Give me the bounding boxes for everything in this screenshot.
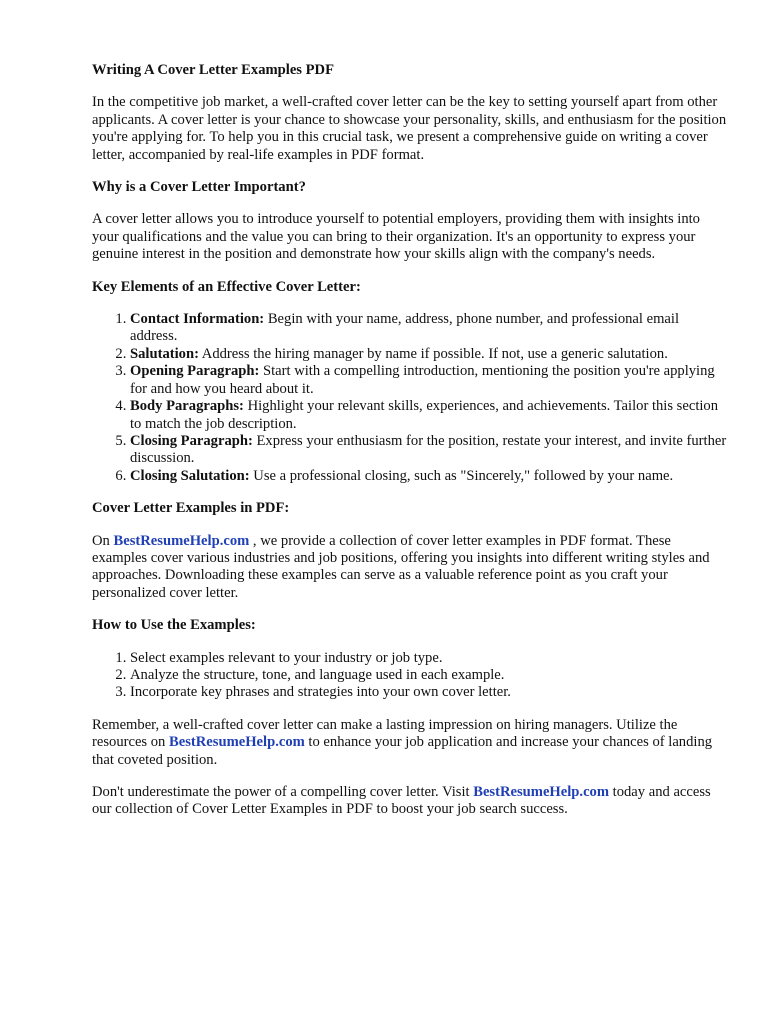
why-heading: Why is a Cover Letter Important? <box>92 179 306 196</box>
list-item-text: Start with a compelling introduction, mentioning the position you're applying for and how you heard about it. <box>130 363 715 397</box>
bestresumehelp-link[interactable]: BestResumeHelp.com <box>113 532 250 549</box>
remember-suffix: to enhance your job application and increase your chances of landing that coveted position. <box>92 734 713 768</box>
list-item: 1. Select examples relevant to your industry or job type. <box>130 650 728 667</box>
list-item <box>130 363 728 398</box>
list-item: 2. Analyze the structure, tone, and language used in each example. <box>130 667 728 684</box>
list-item <box>130 311 728 346</box>
list-item-label: Closing Salutation: <box>130 467 250 484</box>
list-item-label: Salutation: <box>130 345 199 362</box>
list-item-text: Begin with your name, address, phone number, and professional email address. <box>130 311 680 345</box>
closing-paragraph <box>92 784 728 819</box>
bestresumehelp-link[interactable]: BestResumeHelp.com <box>169 734 305 751</box>
list-item-label: Closing Paragraph: <box>130 432 253 449</box>
examples-heading: Cover Letter Examples in PDF: <box>92 500 290 517</box>
list-item-label: Contact Information: <box>130 311 265 328</box>
howto-list <box>92 650 728 702</box>
elements-list <box>92 311 728 485</box>
list-item-text: Highlight your relevant skills, experiences, and achievements. Tailor this section to match the job description. <box>130 398 719 432</box>
closing-suffix: today and access our collection of Cover Letter Examples in PDF to boost your job search success. <box>92 784 711 818</box>
list-item-text: Express your enthusiasm for the position, restate your interest, and invite further discussion. <box>130 432 727 467</box>
list-item-text: Use a professional closing, such as "Sincerely," followed by your name. <box>249 467 674 484</box>
examples-prefix: On <box>92 532 114 549</box>
list-item-label: Body Paragraphs: <box>130 398 244 415</box>
list-item <box>130 398 728 433</box>
remember-paragraph <box>92 717 728 769</box>
why-paragraph: A cover letter allows you to introduce yourself to potential employers, providing them with insights into your qualifications and the value you can bring to their organization. It's an opportunity to express your genuine interest in the position and demonstrate how your skills align with the company's needs. <box>92 211 700 263</box>
intro-paragraph: In the competitive job market, a well-crafted cover letter can be the key to setting yourself apart from other applicants. A cover letter is your chance to showcase your personality, skills, and enthusiasm for the position you're applying for. To help you in this crucial task, we present a comprehensive guide on writing a cover letter, accompanied by real-life examples in PDF format. <box>92 94 727 163</box>
list-item <box>130 468 728 485</box>
examples-suffix: , we provide a collection of cover letter examples in PDF format. These examples cover various industries and job positions, offering you insights into different writing styles and approaches. Downloading these examples can serve as a valuable reference point as you craft your personalized cover letter. <box>92 532 710 601</box>
howto-heading: How to Use the Examples: <box>92 617 256 634</box>
document-title: Writing A Cover Letter Examples PDF <box>92 62 334 78</box>
bestresumehelp-link[interactable]: BestResumeHelp.com <box>473 784 609 800</box>
remember-prefix: Remember, a well-crafted cover letter can make a lasting impression on hiring managers. Utilize the resources on <box>92 716 678 751</box>
list-item <box>130 433 728 468</box>
list-item <box>130 346 728 363</box>
list-item-text: Address the hiring manager by name if possible. If not, use a generic salutation. <box>198 345 668 362</box>
elements-heading: Key Elements of an Effective Cover Letter: <box>92 278 361 295</box>
closing-prefix: Don't underestimate the power of a compelling cover letter. Visit <box>92 784 474 800</box>
list-item-label: Opening Paragraph: <box>130 363 260 380</box>
examples-paragraph <box>92 533 728 603</box>
list-item: 3. Incorporate key phrases and strategies into your own cover letter. <box>130 684 728 701</box>
